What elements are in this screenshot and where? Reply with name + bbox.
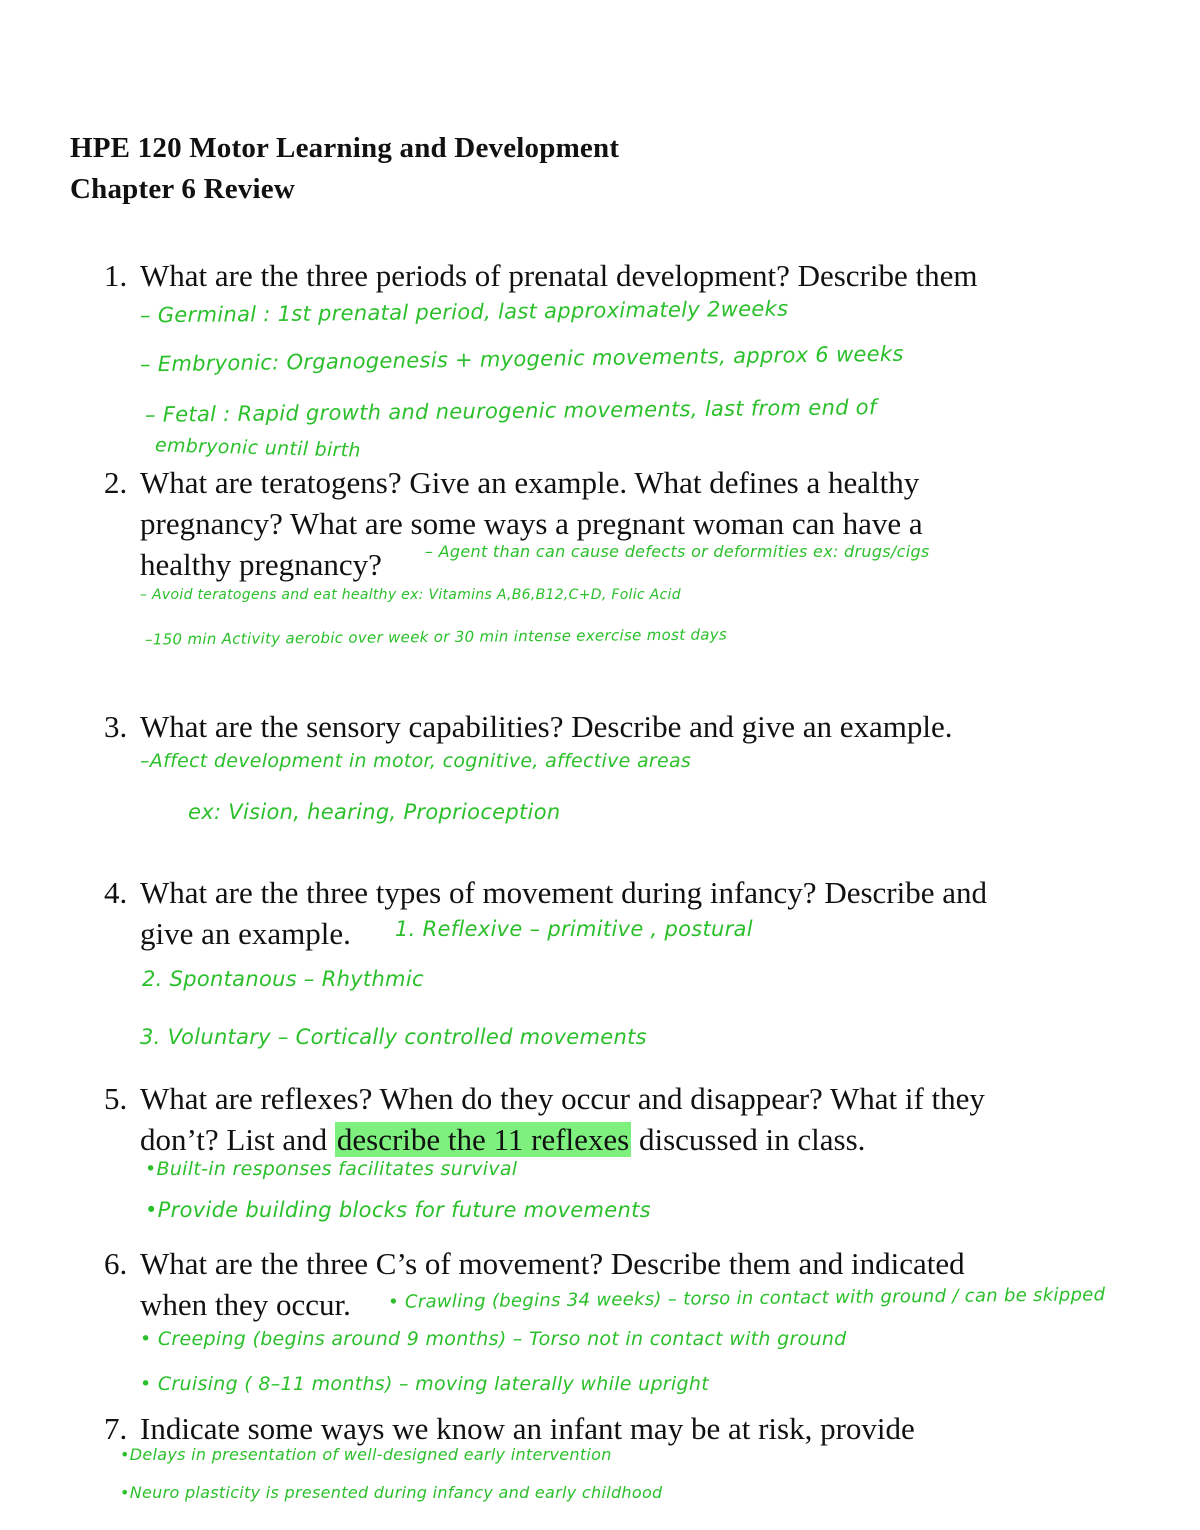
handwritten-answer: – Embryonic: Organogenesis + myogenic movements, approx 6 weeks xyxy=(139,341,904,377)
handwritten-answer: ex: Vision, hearing, Proprioception xyxy=(188,800,561,824)
question-number: 6. xyxy=(104,1246,128,1281)
question-number: 2. xyxy=(104,465,128,500)
handwritten-answer: embryonic until birth xyxy=(154,434,362,462)
handwritten-answer: –150 min Activity aerobic over week or 30 min intense exercise most days xyxy=(144,625,728,649)
handwritten-answer: •Built-in responses facilitates survival xyxy=(145,1158,518,1180)
handwritten-answer: 1. Reflexive – primitive , postural xyxy=(395,917,753,941)
question-number: 1. xyxy=(104,258,128,293)
question-number: 5. xyxy=(104,1081,128,1116)
handwritten-answer: 3. Voluntary – Cortically controlled movements xyxy=(140,1025,647,1049)
question-text-line: What are the three C’s of movement? Describe them and indicated xyxy=(140,1246,965,1281)
handwritten-answer: •Provide building blocks for future movements xyxy=(145,1198,651,1222)
question-text-line: when they occur. xyxy=(140,1287,351,1322)
handwritten-answer: •Neuro plasticity is presented during infancy and early childhood xyxy=(120,1483,663,1502)
question-number: 4. xyxy=(104,875,128,910)
question-text-line: What are the three types of movement during infancy? Describe and xyxy=(140,875,987,910)
handwritten-answer: •Delays in presentation of well-designed early intervention xyxy=(120,1445,612,1464)
question-text-line: pregnancy? What are some ways a pregnant woman can have a xyxy=(140,506,923,541)
handwritten-answer: – Germinal : 1st prenatal period, last approximately 2weeks xyxy=(139,296,789,328)
question-text-line: What are teratogens? Give an example. What defines a healthy xyxy=(140,465,920,500)
course-title: HPE 120 Motor Learning and Development xyxy=(70,132,620,164)
question-number: 3. xyxy=(104,709,128,744)
highlighted-text: describe the 11 reflexes xyxy=(336,1122,630,1157)
handwritten-answer: • Cruising ( 8–11 months) – moving laterally while upright xyxy=(140,1373,709,1395)
handwritten-answer: – Avoid teratogens and eat healthy ex: Vitamins A,B6,B12,C+D, Folic Acid xyxy=(140,587,681,603)
handwritten-answer: 2. Spontanous – Rhythmic xyxy=(142,967,424,991)
question-text: Indicate some ways we know an infant may be at risk, provide xyxy=(140,1411,915,1446)
question-text-line: give an example. xyxy=(140,916,351,951)
question-text-part: discussed in class. xyxy=(631,1122,866,1157)
question-text-line xyxy=(140,1119,1170,1160)
handwritten-answer: – Agent than can cause defects or deformities ex: drugs/cigs xyxy=(425,542,930,561)
handwritten-answer: • Crawling (begins 34 weeks) – torso in contact with ground / can be skipped xyxy=(387,1284,1106,1313)
question-text-line: healthy pregnancy? xyxy=(140,547,382,582)
question-text: What are the three periods of prenatal development? Describe them xyxy=(140,258,978,293)
question-text: What are the sensory capabilities? Describe and give an example. xyxy=(140,709,953,744)
handwritten-answer: –Affect development in motor, cognitive, affective areas xyxy=(140,750,692,772)
question-text-part: don’t? List and xyxy=(140,1122,335,1157)
question-number: 7. xyxy=(104,1411,128,1446)
chapter-title: Chapter 6 Review xyxy=(70,173,295,205)
question-text-line: What are reflexes? When do they occur and disappear? What if they xyxy=(140,1081,985,1116)
handwritten-answer: • Creeping (begins around 9 months) – Torso not in contact with ground xyxy=(140,1328,847,1350)
handwritten-answer: – Fetal : Rapid growth and neurogenic movements, last from end of xyxy=(144,395,877,427)
